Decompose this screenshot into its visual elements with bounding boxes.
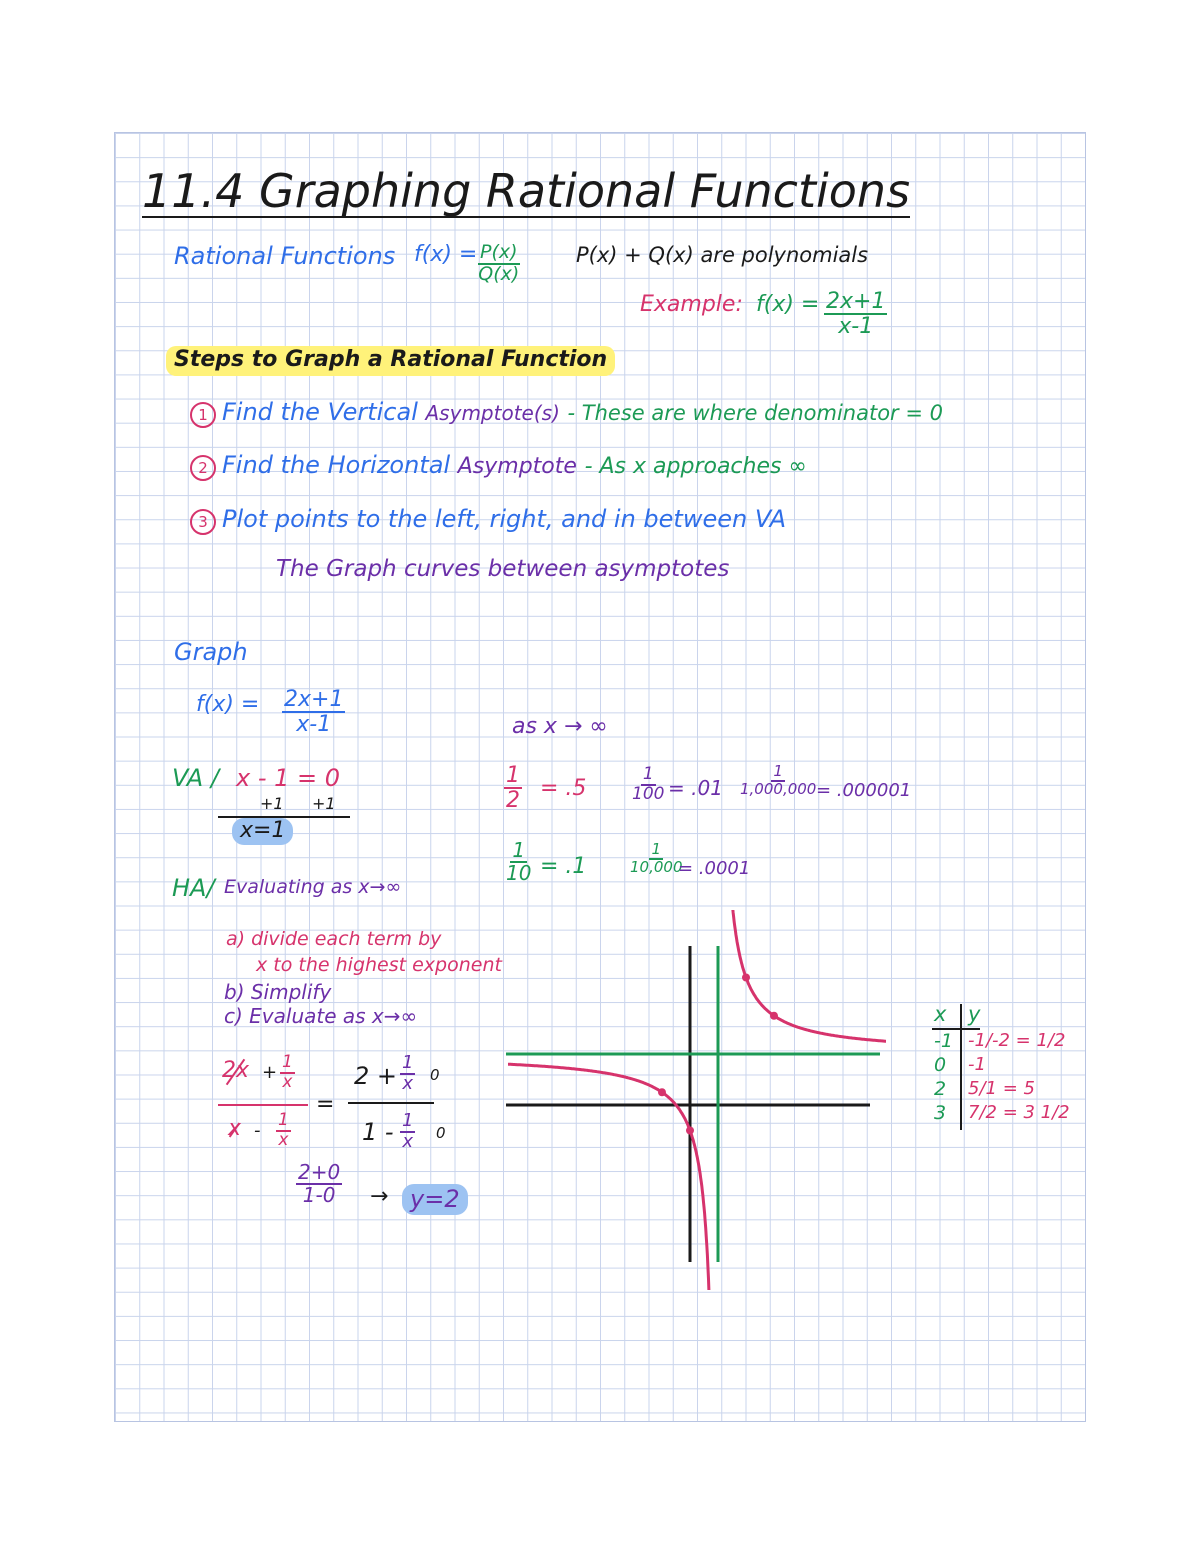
step-2-text: Find the Horizontal (222, 451, 451, 479)
ha-step-a1: a) divide each term by (226, 928, 442, 950)
definition-denominator: Q(x) (478, 262, 520, 285)
plotted-point (658, 1088, 666, 1096)
va-add-right: +1 (312, 794, 336, 813)
ha-lhs-fraction (218, 1052, 310, 1158)
table-cell-x: 0 (934, 1054, 947, 1076)
definition-numerator: P(x) (480, 241, 518, 263)
example-denominator: x-1 (838, 314, 874, 340)
graph-denominator: x-1 (296, 712, 332, 738)
ha-final-fraction (296, 1162, 342, 1206)
graph-numerator: 2x+1 (284, 687, 344, 712)
step-2-number: 2 (190, 455, 216, 481)
step-2 (190, 453, 807, 481)
value-table (924, 1002, 1074, 1138)
page-title: 11.4 Graphing Rational Functions (142, 164, 911, 218)
step-1 (190, 400, 943, 428)
example-numerator: 2x+1 (826, 289, 886, 314)
table-header-y: y (968, 1002, 981, 1026)
limit-fraction-2 (632, 766, 664, 804)
table-header-x: x (934, 1002, 947, 1026)
limit-3-value: = .000001 (816, 780, 912, 801)
plotted-point (742, 974, 750, 982)
limit-1-value: = .5 (540, 776, 587, 801)
ha-minus: - (254, 1120, 261, 1141)
graph-label: Graph (174, 638, 248, 666)
ha-rhs-den: 1 - (362, 1118, 394, 1146)
ha-lhs-den-b-num: 1 (278, 1110, 289, 1130)
limit-3-num: 1 (773, 762, 783, 780)
table-cell-y: 7/2 = 3 1/2 (968, 1102, 1070, 1123)
step-3-number: 3 (190, 509, 216, 535)
ha-rhs-num-frac-den: x (402, 1072, 414, 1094)
limit-1-num: 1 (506, 763, 520, 788)
table-cell-x: -1 (934, 1030, 953, 1052)
step-1-term: Asymptote(s) (425, 401, 560, 425)
table-cell-y: 5/1 = 5 (968, 1078, 1035, 1099)
ha-lhs-den-b-den: x (278, 1129, 289, 1150)
table-cell-x: 3 (934, 1102, 947, 1124)
curve-note: The Graph curves between asymptotes (276, 556, 730, 582)
ha-rhs-num-frac (400, 1054, 415, 1094)
limit-5-den: 10,000 (630, 857, 683, 876)
step-2-term: Asymptote (457, 454, 577, 479)
right-branch-curve (726, 910, 886, 1041)
limits-heading: as x → ∞ (512, 714, 608, 739)
ha-equals: = (316, 1092, 335, 1117)
ha-lhs-num-a (222, 1060, 249, 1082)
ha-rhs-den-frac-num: 1 (402, 1110, 414, 1131)
ha-rhs-fraction (348, 1052, 448, 1160)
va-label: VA / (172, 764, 219, 792)
limit-5-value: = .0001 (678, 858, 751, 879)
ha-lhs-bar (218, 1104, 308, 1106)
definition-fraction (478, 243, 520, 285)
ha-rhs-den-frac (400, 1112, 415, 1152)
step-2-note: - As x approaches ∞ (584, 454, 807, 479)
va-add-left: +1 (260, 794, 284, 813)
ha-lhs-num-b-num: 1 (282, 1052, 293, 1072)
limit-4-num: 1 (512, 838, 526, 862)
ha-lhs-num-b (280, 1054, 295, 1092)
ha-arrow: → (370, 1184, 389, 1209)
step-3 (190, 507, 786, 535)
table-cell-x: 2 (934, 1078, 947, 1100)
ha-final-num: 2+0 (298, 1160, 341, 1184)
ha-label: HA/ (172, 874, 215, 902)
plotted-point (686, 1127, 694, 1135)
va-result: x=1 (232, 818, 293, 845)
function-graph (500, 910, 920, 1290)
table-cell-y: -1 (968, 1054, 986, 1075)
ha-zero-2: 0 (436, 1124, 446, 1142)
limit-2-num: 1 (642, 764, 654, 784)
definition-note: P(x) + Q(x) are polynomials (576, 243, 869, 267)
limit-fraction-4 (506, 840, 531, 884)
va-equation: x - 1 = 0 (236, 764, 341, 792)
table-cell-y: -1/-2 = 1/2 (968, 1030, 1066, 1051)
limit-fraction-3 (740, 764, 816, 798)
limit-3-den: 1,000,000 (740, 779, 817, 798)
limit-2-value: = .01 (668, 776, 723, 800)
ha-step-b: b) Simplify (224, 980, 332, 1004)
example-label: Example: (640, 292, 743, 317)
ha-lhs-num-b-den: x (282, 1071, 293, 1092)
ha-rhs-bar (348, 1102, 434, 1104)
limit-4-value: = .1 (540, 854, 587, 879)
ha-rhs-num-frac-num: 1 (402, 1052, 414, 1073)
ha-lhs-num-a-text: 2x (222, 1058, 250, 1083)
step-3-text: Plot points to the left, right, and in between VA (222, 505, 787, 533)
definition-fx: f(x) = (414, 242, 478, 267)
ha-plus: + (262, 1062, 278, 1083)
ha-zero-1: 0 (430, 1066, 440, 1084)
plotted-point (770, 1012, 778, 1020)
ha-lhs-den-b (276, 1112, 291, 1150)
ha-lhs-den-a (228, 1118, 241, 1140)
ha-step-c: c) Evaluate as x→∞ (224, 1004, 418, 1028)
step-1-number: 1 (190, 402, 216, 428)
limit-fraction-1 (504, 764, 522, 812)
step-1-note: - These are where denominator = 0 (567, 401, 943, 425)
example-fraction (824, 290, 887, 338)
ha-result: y=2 (402, 1184, 468, 1215)
ha-lhs-den-a-text: x (228, 1116, 242, 1141)
ha-step-a2: x to the highest exponent (256, 954, 502, 976)
limit-5-num: 1 (651, 840, 662, 858)
limit-2-den: 100 (632, 783, 665, 804)
limit-1-den: 2 (506, 788, 520, 814)
limit-fraction-5 (630, 842, 683, 876)
steps-heading: Steps to Graph a Rational Function (166, 346, 615, 376)
example-fx: f(x) = (756, 292, 820, 317)
graph-fraction (282, 688, 345, 736)
ha-rhs-num: 2 + (354, 1062, 398, 1090)
ha-rhs-den-frac-den: x (402, 1130, 414, 1152)
left-branch-curve (508, 1064, 713, 1290)
graph-fx: f(x) = (196, 692, 260, 717)
step-1-text: Find the Vertical (222, 398, 418, 426)
table-divider (960, 1004, 962, 1130)
ha-final-den: 1-0 (302, 1183, 336, 1207)
ha-text: Evaluating as x→∞ (224, 876, 402, 898)
limit-4-den: 10 (506, 861, 532, 885)
definition-label: Rational Functions (174, 242, 396, 270)
